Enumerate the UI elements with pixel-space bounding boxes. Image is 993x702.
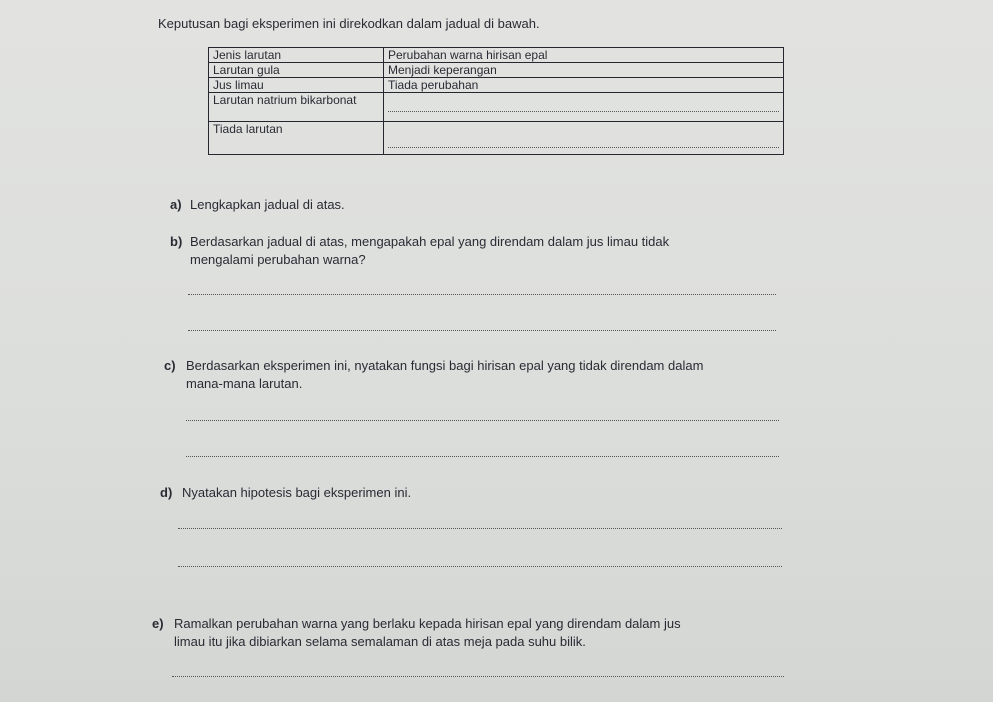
question-text: mengalami perubahan warna? xyxy=(190,252,366,267)
question-text: Berdasarkan eksperimen ini, nyatakan fungsi bagi hirisan epal yang tidak direndam dalam xyxy=(186,358,704,373)
table-header-row xyxy=(209,48,784,63)
question-label: e) xyxy=(152,616,164,631)
question-text: Lengkapkan jadual di atas. xyxy=(190,197,345,212)
answer-line[interactable] xyxy=(186,456,779,457)
question-label: c) xyxy=(164,358,176,373)
answer-line[interactable] xyxy=(188,330,776,331)
answer-line[interactable] xyxy=(172,676,784,677)
table-row xyxy=(209,78,784,93)
table-row xyxy=(209,63,784,78)
table-answer-cell[interactable] xyxy=(384,93,784,122)
results-table xyxy=(208,47,784,155)
table-answer-cell[interactable] xyxy=(384,122,784,155)
question-label: a) xyxy=(170,197,182,212)
question-label: b) xyxy=(170,234,183,249)
table-cell: Tiada perubahan xyxy=(384,78,784,93)
question-text: Ramalkan perubahan warna yang berlaku kepada hirisan epal yang direndam dalam jus xyxy=(174,616,681,631)
answer-line[interactable] xyxy=(186,420,779,421)
table-cell: Menjadi keperangan xyxy=(384,63,784,78)
answer-dotted-line xyxy=(388,111,779,112)
question-text: limau itu jika dibiarkan selama semalaman di atas meja pada suhu bilik. xyxy=(174,634,586,649)
question-text: mana-mana larutan. xyxy=(186,376,303,391)
question-text: Berdasarkan jadual di atas, mengapakah epal yang direndam dalam jus limau tidak xyxy=(190,234,670,249)
intro-text: Keputusan bagi eksperimen ini direkodkan dalam jadual di bawah. xyxy=(158,16,540,31)
answer-line[interactable] xyxy=(188,294,776,295)
table-cell: Larutan natrium bikarbonat xyxy=(209,93,384,122)
question-text: Nyatakan hipotesis bagi eksperimen ini. xyxy=(182,485,412,500)
header-cell: Perubahan warna hirisan epal xyxy=(384,48,784,63)
answer-line[interactable] xyxy=(178,528,782,529)
answer-line[interactable] xyxy=(178,566,782,567)
table-row xyxy=(209,122,784,155)
table-cell: Tiada larutan xyxy=(209,122,384,155)
question-label: d) xyxy=(160,485,173,500)
table-row xyxy=(209,93,784,122)
table-cell: Larutan gula xyxy=(209,63,384,78)
table-cell: Jus limau xyxy=(209,78,384,93)
header-cell: Jenis larutan xyxy=(209,48,384,63)
answer-dotted-line xyxy=(388,147,779,148)
